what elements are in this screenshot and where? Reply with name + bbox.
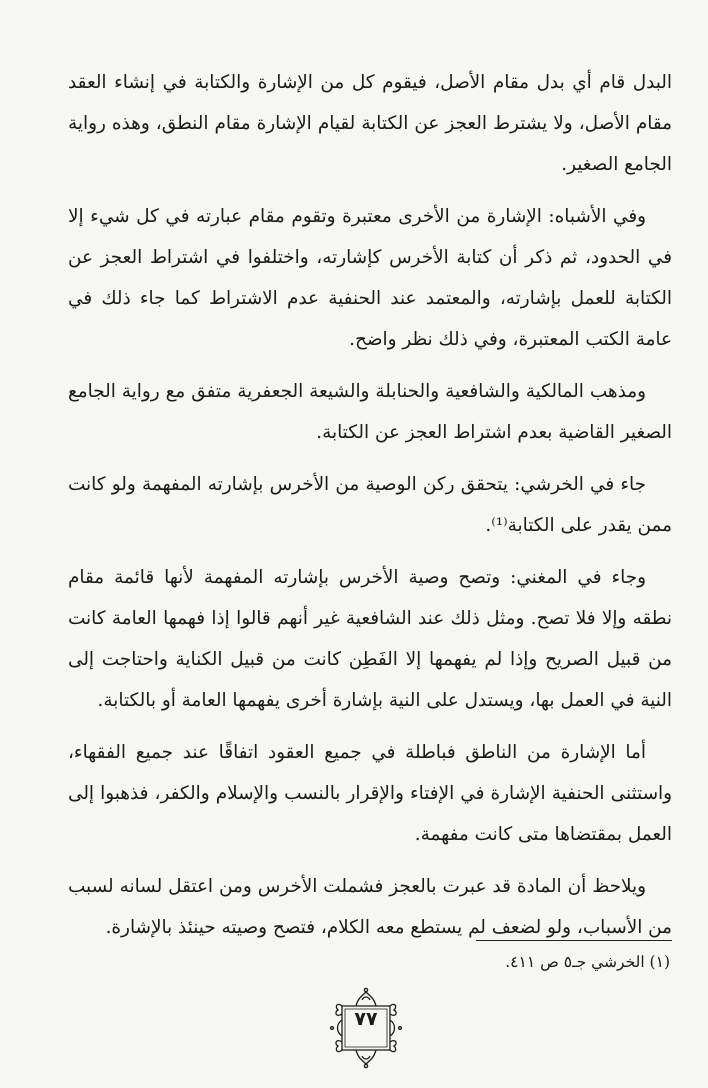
paragraph-6: أما الإشارة من الناطق فباطلة في جميع العقود اتفاقًا عند جميع الفقهاء، واستثنى الحنفية الإشارة في الإفتاء والإقرار بالنسب والإسلام والكفر، فذهبوا إلى العمل بمقتضاها متى كانت مفهمة.: [68, 742, 672, 845]
paragraph-3: ومذهب المالكية والشافعية والحنابلة والشيعة الجعفرية متفق مع رواية الجامع الصغير القاضية بعدم اشتراط العجز عن الكتابة.: [68, 381, 672, 443]
page-body: [68, 62, 672, 959]
paragraph-4: جاء في الخرشي: يتحقق ركن الوصية من الأخرس بإشارته المفهمة ولو كانت ممن يقدر على الكتابة⁽¹⁾.: [68, 474, 672, 536]
page-number: ٧٧: [354, 1008, 378, 1030]
paragraph-2: وفي الأشباه: الإشارة من الأخرى معتبرة وتقوم مقام عبارته في كل شيء إلا في الحدود، ثم ذكر أن كتابة الأخرس كإشارته، واختلفوا في اشتراط العجز عن الكتابة للعمل بإشارته، والمعتمد عند الحنفية عدم الاشتراط كما جاء ذلك في عامة الكتب المعتبرة، وفي ذلك نظر واضح.: [68, 206, 672, 350]
footnote: (١) الخرشي جـ٥ ص ٤١١.: [505, 953, 670, 971]
paragraph-5: وجاء في المغني: وتصح وصية الأخرس بإشارته المفهمة لأنها قائمة مقام نطقه وإلا فلا تصح. ومثل ذلك عند الشافعية غير أنهم قالوا إذا فهمها العامة كانت من قبيل الصريح وإذا لم يفهمها إلا الفَطِن كانت من قبيل الكناية واحتاجت إلى النية في العمل بها، ويستدل على النية بإشارة أخرى يفهمها العامة أو بالكتابة.: [68, 567, 672, 711]
footnote-divider: [476, 940, 672, 941]
paragraph-7: ويلاحظ أن المادة قد عبرت بالعجز فشملت الأخرس ومن اعتقل لسانه لسبب من الأسباب، ولو لضعف لم يستطع معه الكلام، فتصح وصيته حينئذ بالإشارة.: [68, 876, 672, 938]
paragraph-1: البدل قام أي بدل مقام الأصل، فيقوم كل من الإشارة والكتابة في إنشاء العقد مقام الأصل، ولا يشترط العجز عن الكتابة لقيام الإشارة مقام النطق، وهذه رواية الجامع الصغير.: [68, 72, 672, 175]
